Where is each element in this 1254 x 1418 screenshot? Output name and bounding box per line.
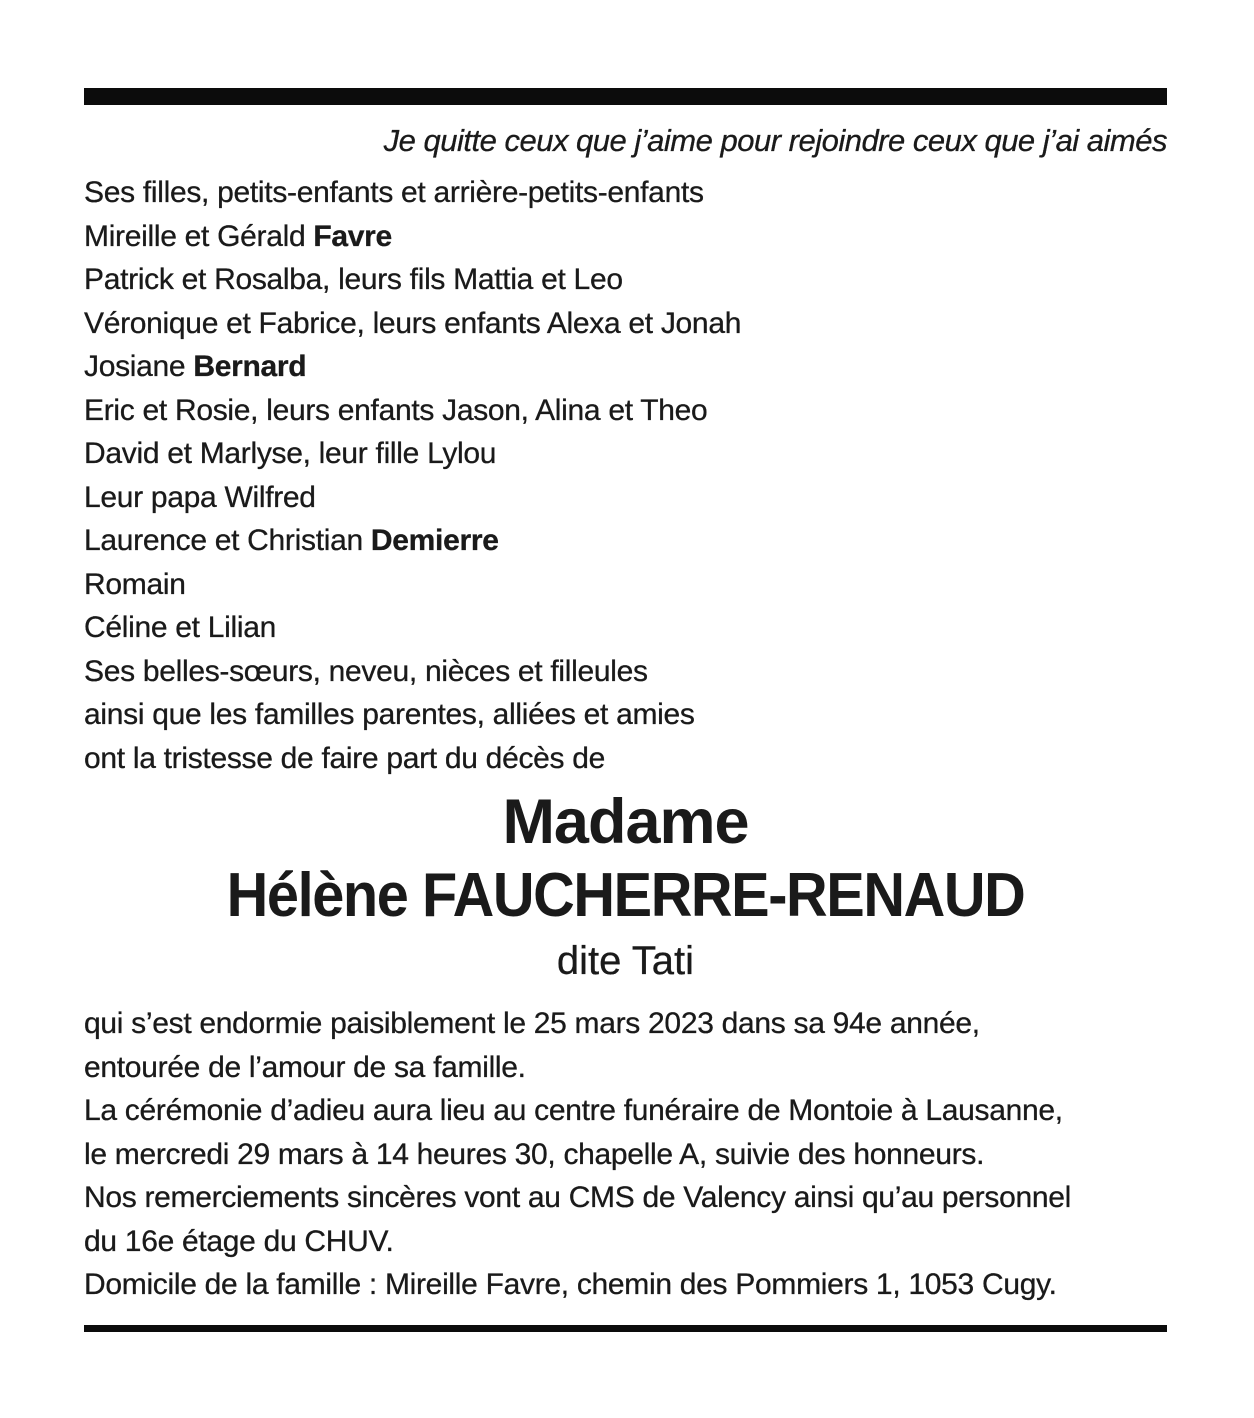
family-line <box>84 258 1167 302</box>
family-line <box>84 476 1167 520</box>
family-line <box>84 693 1167 737</box>
deceased-name: Hélène FAUCHERRE-RENAUD <box>226 861 1025 930</box>
body-line: Nos remerciements sincères vont au CMS de Valency ainsi qu’au personnel <box>84 1181 1071 1214</box>
family-surname-bold: Favre <box>313 219 392 253</box>
family-line <box>84 606 1167 650</box>
family-line-text: Leur papa Wilfred <box>84 480 316 514</box>
family-line-text: Ses filles, petits-enfants et arrière-petits-enfants <box>84 176 704 209</box>
family-line-text: ont la tristesse de faire part du décès de <box>84 741 606 775</box>
body-line: entourée de l’amour de sa famille. <box>84 1050 526 1084</box>
top-rule <box>84 88 1167 105</box>
family-line <box>84 519 1167 563</box>
bottom-rule <box>84 1325 1167 1332</box>
notice-content <box>0 88 1254 1332</box>
family-line <box>84 737 1167 781</box>
body-line: Domicile de la famille : Mireille Favre, chemin des Pommiers 1, 1053 Cugy. <box>84 1268 1057 1301</box>
family-line-text: Laurence et Christian <box>84 524 371 557</box>
epigraph: Je quitte ceux que j’aime pour rejoindre ceux que j’ai aimés <box>383 123 1167 158</box>
body-line: La cérémonie d’adieu aura lieu au centre funéraire de Montoie à Lausanne, <box>84 1094 1063 1127</box>
family-list <box>84 171 1167 780</box>
family-line-text: Josiane <box>84 350 194 383</box>
family-line <box>84 345 1167 389</box>
family-line-text: Céline et Lilian <box>84 611 276 644</box>
family-line-text: Véronique et Fabrice, leurs enfants Alexa et Jonah <box>84 306 742 340</box>
deceased-alias: dite Tati <box>556 939 695 983</box>
family-line-text: Eric et Rosie, leurs enfants Jason, Alina et Theo <box>84 393 708 427</box>
family-line <box>84 650 1167 694</box>
family-line-text: Patrick et Rosalba, leurs fils Mattia et Leo <box>84 263 623 296</box>
family-line <box>84 563 1167 607</box>
family-line-text: Ses belles-sœurs, neveu, nièces et filleules <box>84 654 648 688</box>
family-surname-bold: Demierre <box>370 524 499 557</box>
family-line <box>84 302 1167 346</box>
notice-body <box>84 1002 1167 1307</box>
deceased-title: Madame <box>502 787 749 857</box>
family-line <box>84 171 1167 215</box>
family-line-text: Romain <box>84 567 186 601</box>
family-line <box>84 432 1167 476</box>
family-line-text: ainsi que les familles parentes, alliées et amies <box>84 698 695 731</box>
family-line <box>84 215 1167 259</box>
body-line: qui s’est endormie paisiblement le 25 mars 2023 dans sa 94e année, <box>84 1007 980 1040</box>
body-line: du 16e étage du CHUV. <box>84 1224 394 1258</box>
body-line: le mercredi 29 mars à 14 heures 30, chapelle A, suivie des honneurs. <box>84 1137 985 1171</box>
family-surname-bold: Bernard <box>193 350 307 383</box>
family-line <box>84 389 1167 433</box>
family-line-text: Mireille et Gérald <box>84 219 314 253</box>
family-line-text: David et Marlyse, leur fille Lylou <box>84 437 497 470</box>
